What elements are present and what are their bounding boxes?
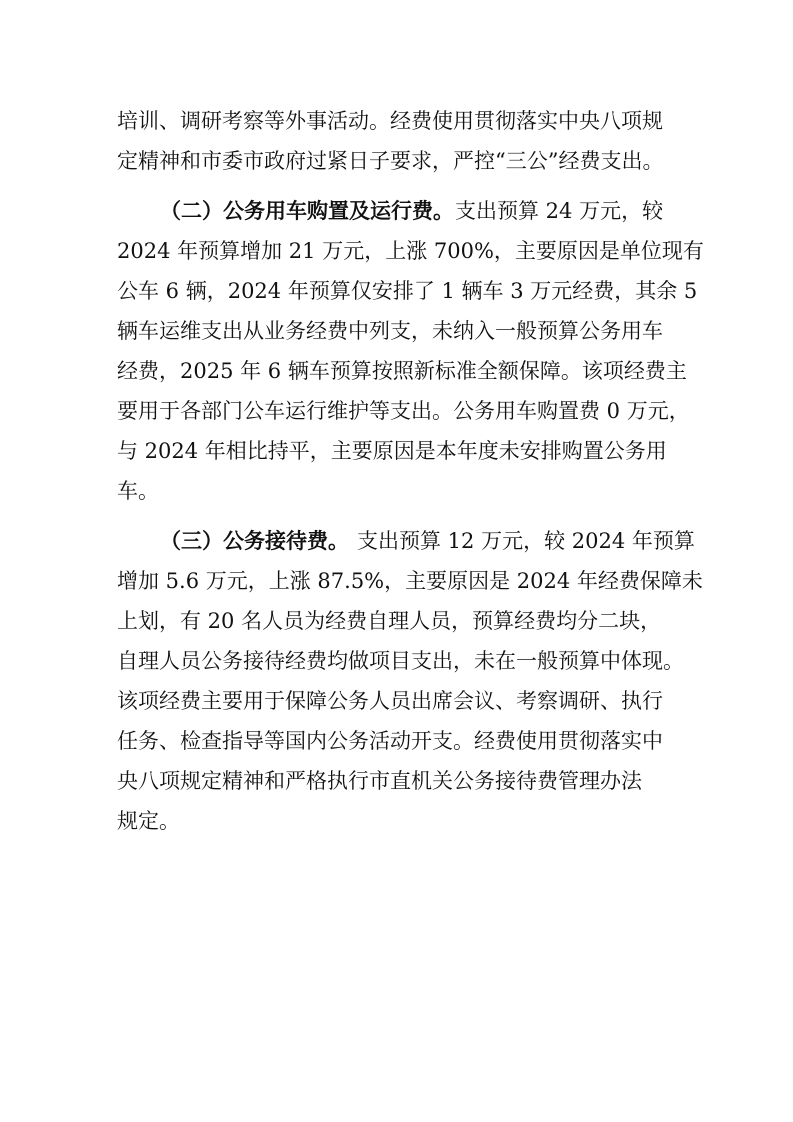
body-text: 与 2024 年相比持平，主要原因是本年度未安排购置公务用	[117, 439, 667, 463]
section-heading: （二）公务用车购置及运行费。	[160, 198, 454, 223]
body-text: 公车 6 辆，2024 年预算仅安排了 1 辆车 3 万元经费，其余 5	[117, 279, 698, 303]
body-text: 自理人员公务接待经费均做项目支出，未在一般预算中体现。	[117, 649, 684, 673]
body-text: 规定。	[117, 809, 180, 833]
body-text: 增加 5.6 万元，上涨 87.5%，主要原因是 2024 年经费保障未	[117, 569, 703, 593]
body-text: 培训、调研考察等外事活动。经费使用贯彻落实中央八项规	[117, 109, 663, 133]
body-text: 要用于各部门公车运行维护等支出。公务用车购置费 0 万元，	[117, 399, 690, 423]
body-text: 上划，有 20 名人员为经费自理人员，预算经费均分二块，	[117, 609, 662, 633]
section-heading: （三）公务接待费。	[160, 528, 349, 553]
body-text: 央八项规定精神和严格执行市直机关公务接待费管理办法	[117, 769, 642, 793]
body-text: 支出预算 12 万元，较 2024 年预算	[357, 529, 695, 553]
body-text: 车。	[117, 479, 159, 503]
body-text: 2024 年预算增加 21 万元，上涨 700%，主要原因是单位现有	[117, 239, 704, 263]
body-text: 该项经费主要用于保障公务人员出席会议、考察调研、执行	[117, 689, 663, 713]
body-text: 支出预算 24 万元，较	[455, 199, 664, 223]
body-text: 辆车运维支出从业务经费中列支，未纳入一般预算公务用车	[117, 319, 663, 343]
body-text: 定精神和市委市政府过紧日子要求，严控“三公”经费支出。	[117, 149, 664, 173]
body-text: 经费，2025 年 6 辆车预算按照新标准全额保障。该项经费主	[117, 359, 687, 383]
body-text: 任务、检查指导等国内公务活动开支。经费使用贯彻落实中	[117, 729, 663, 753]
